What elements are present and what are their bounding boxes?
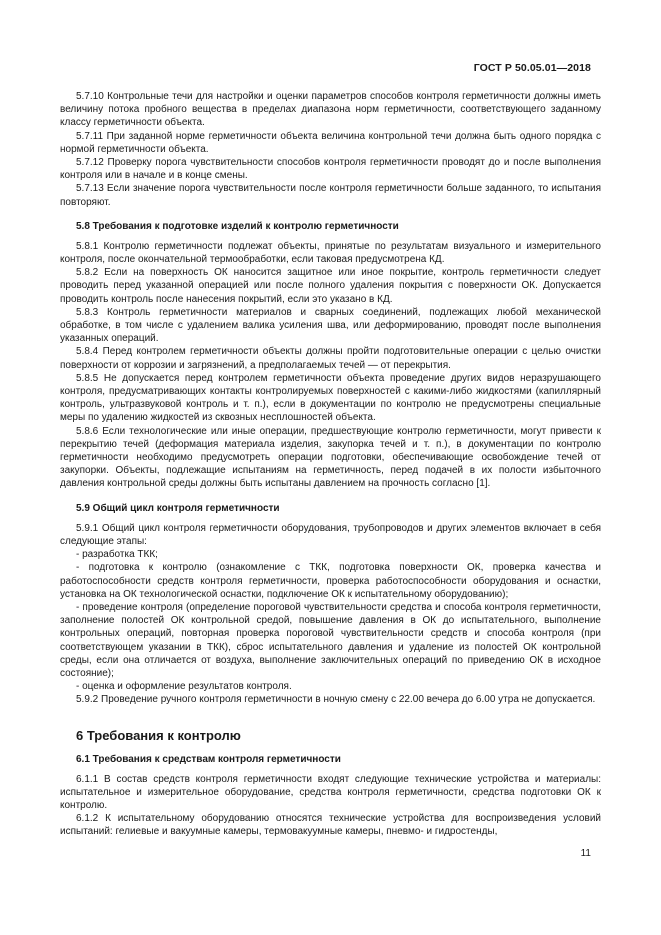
paragraph-5-8-2: 5.8.2 Если на поверхность ОК наносится защитное или иное покрытие, контроль герметичности следует проводить перед указанной операцией или после полного удаления покрытия с поверхности ОК. Допускается проводить контроль после нанесения покрытий, если это указано в КД.: [60, 267, 601, 305]
section-heading-5-9: 5.9 Общий цикл контроля герметичности: [76, 502, 280, 514]
paragraph-5-9-2: 5.9.2 Проведение ручного контроля герметичности в ночную смену с 22.00 вечера до 6.00 утра не допускается.: [76, 694, 596, 706]
paragraph-5-9-1: 5.9.1 Общий цикл контроля герметичности оборудования, трубопроводов и других элементов включает в себя следующие этапы:: [60, 522, 601, 547]
document-body: [60, 90, 601, 839]
paragraph-5-7-13: 5.7.13 Если значение порога чувствительности после контроля герметичности больше заданного, то испытания повторяют.: [60, 183, 601, 208]
page-number: 11: [580, 848, 591, 859]
paragraph-5-8-1: 5.8.1 Контролю герметичности подлежат объекты, принятые по результатам визуального и измерительного контроля, после окончательной термообработки, если таковая предусмотрена КД.: [60, 240, 601, 266]
section-heading-5-8: 5.8 Требования к подготовке изделий к контролю герметичности: [76, 220, 399, 232]
paragraph-5-8-5: 5.8.5 Не допускается перед контролем герметичности объекта проведение других видов неразрушающего контроля, предусматривающих контакты контролируемых поверхностей с какими-либо жидкостями (капиллярный контроль, ультразвуковой контроль и т. п.), если в документации по контролю не предусмотрены специальные меры по удалению жидкостей из сквозных несплошностей объекта.: [60, 372, 601, 424]
chapter-heading-6: 6 Требования к контролю: [76, 727, 241, 743]
paragraph-5-7-11: 5.7.11 При заданной норме герметичности объекта величина контрольной течи должна быть одного порядка с нормой герметичности объекта.: [60, 130, 601, 155]
list-item: - оценка и оформление результатов контроля.: [76, 681, 292, 693]
list-item: - разработка ТКК;: [76, 549, 158, 561]
paragraph-5-7-10: 5.7.10 Контрольные течи для настройки и оценки параметров способов контроля герметичности должны иметь величину потока пробного вещества в пределах диапазона норм герметичности, соответствующего заданному классу герметичности объекта.: [60, 91, 601, 129]
section-heading-6-1: 6.1 Требования к средствам контроля герметичности: [76, 753, 341, 765]
paragraph-5-7-12: 5.7.12 Проверку порога чувствительности способов контроля герметичности проводят до и после выполнения контроля или в начале и в конце смены.: [60, 157, 601, 182]
list-item: - проведение контроля (определение пороговой чувствительности средства и способа контроля герметичности, заполнение полостей ОК контрольной средой, повышение давления в ОК до испытательного, выполнение контрольных операций, повторная проверка пороговой чувствительности средств и способа контроля (при соответствующем указании в ТКК), сброс испытательного давления и удаление из полостей ОК контрольной среды, если она отличается от воздуха, выполнение заключительных операций по приведению ОК в исходное состояние);: [60, 601, 601, 679]
document-code-header: ГОСТ Р 50.05.01—2018: [473, 62, 591, 74]
paragraph-5-8-4: 5.8.4 Перед контролем герметичности объекты должны пройти подготовительные операции с целью очистки поверхности от коррозии и загрязнений, а предполагаемых течей — от перекрытия.: [60, 346, 601, 371]
list-item: - подготовка к контролю (ознакомление с ТКК, подготовка поверхности ОК, проверка качества и работоспособности средств контроля герметичности, проверка работоспособности оборудования и оснастки, установка на ОК технологической оснастки, подключение ОК к испытательному оборудованию);: [60, 562, 601, 600]
paragraph-5-8-6: 5.8.6 Если технологические или иные операции, предшествующие контролю герметичности, могут привести к перекрытию течей (деформация материала изделия, закупорка течей и т. п.), в документации по контролю герметичности необходимо предусмотреть операции подготовки, обеспечивающие освобождение течей от закупорки. Объекты, подлежащие испытаниям на герметичность, перед подачей в их полости избыточного давления контрольной среды должны быть испытаны давлением на прочность согласно [1].: [60, 425, 601, 490]
paragraph-6-1-2: 6.1.2 К испытательному оборудованию относятся технические устройства для воспроизведения условий испытаний: гелиевые и вакуумные камеры, термовакуумные камеры, пневмо- и гидростенды,: [60, 813, 601, 838]
paragraph-6-1-1: 6.1.1 В состав средств контроля герметичности входят следующие технические устройства и материалы: испытательное и измерительное оборудование, средства контроля герметичности, средства подготовки ОК к контролю.: [60, 773, 601, 811]
paragraph-5-8-3: 5.8.3 Контроль герметичности материалов и сварных соединений, подлежащих любой механической обработке, в том числе с удалением валика усиления шва, или деформированию, проводят после выполнения указанных операций.: [60, 306, 601, 345]
